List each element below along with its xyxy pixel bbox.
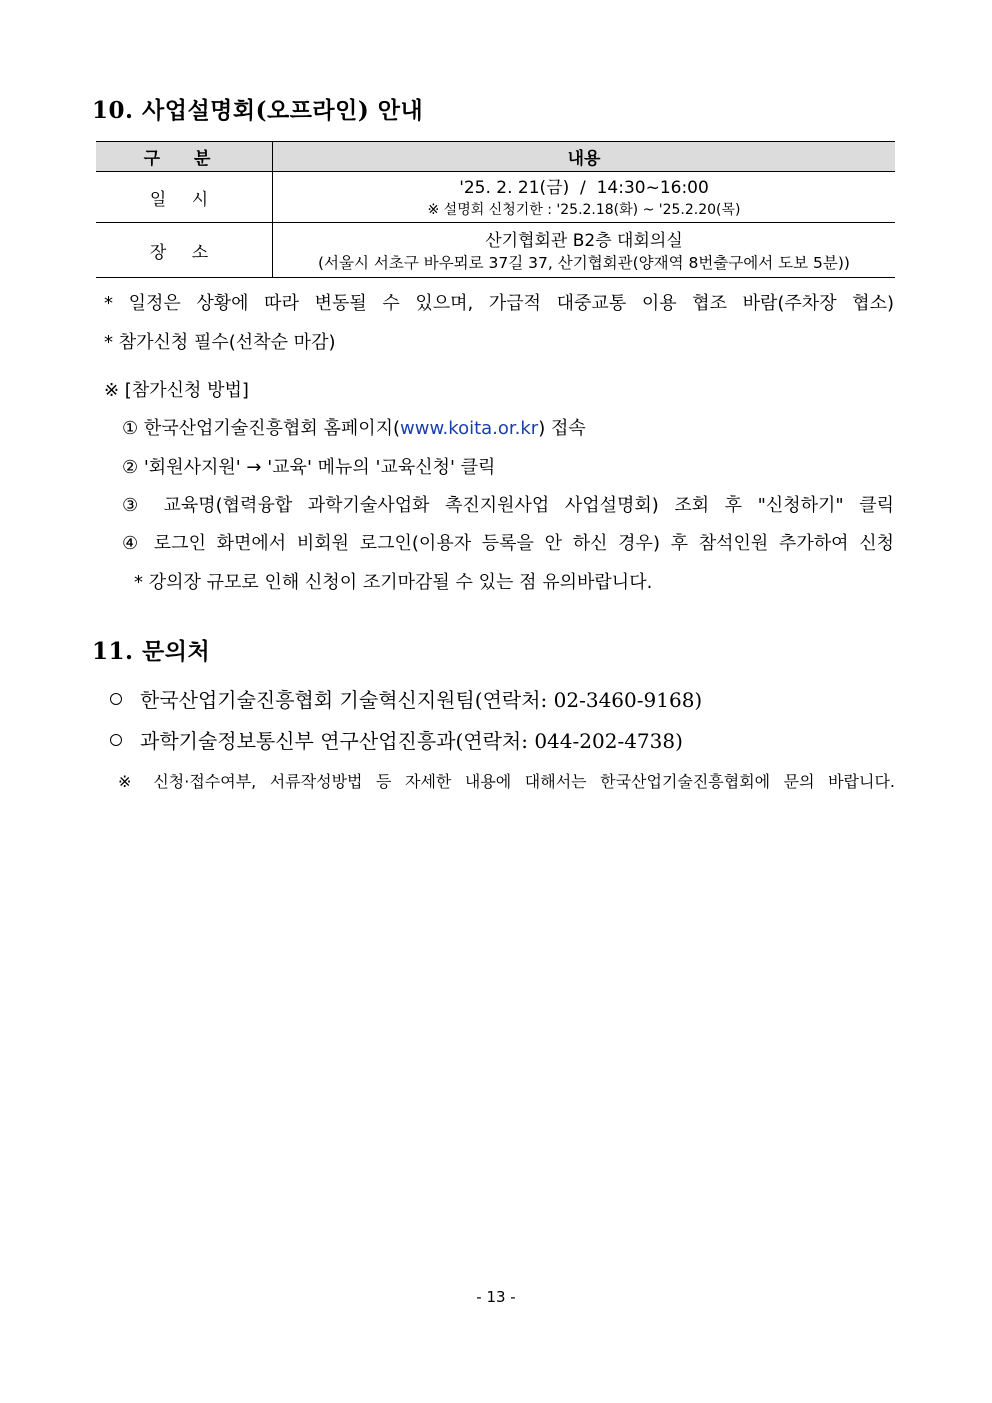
- contact-item-koita: [110, 684, 702, 713]
- inquiry-footnote: ※ 신청·접수여부, 서류작성방법 등 자세한 내용에 대해서는 한국산업기술진흥협회에 문의 바랍니다.: [118, 772, 895, 791]
- datetime-main: '25. 2. 21(금) / 14:30~16:00: [459, 177, 709, 198]
- row-content-datetime: [273, 172, 896, 223]
- koita-website-link[interactable]: www.koita.or.kr: [400, 418, 539, 439]
- row-label-location: 장 소: [96, 223, 273, 278]
- circle-bullet-icon: [110, 693, 122, 705]
- header-content: 내용: [273, 142, 896, 172]
- step1-prefix: ① 한국산업기술진흥협회 홈페이지(: [122, 418, 401, 439]
- method-step-3: ③ 교육명(협력융합 과학기술사업화 촉진지원사업 사업설명회) 조회 후 "신청하기" 클릭: [122, 495, 894, 516]
- contact-msit-text: 과학기술정보통신부 연구산업진흥과(연락처: 044-202-4738): [140, 729, 683, 753]
- row-content-location: [273, 223, 896, 278]
- method-step-2: ② '회원사지원' → '교육' 메뉴의 '교육신청' 클릭: [122, 457, 496, 478]
- section-11-title: 11. 문의처: [92, 638, 211, 665]
- note-registration: * 참가신청 필수(선착순 마감): [104, 332, 336, 353]
- location-main: 산기협회관 B2층 대회의실: [485, 230, 683, 251]
- circle-bullet-icon: [110, 734, 122, 746]
- step1-suffix: ) 접속: [538, 418, 586, 439]
- method-title: ※ [참가신청 방법]: [104, 380, 249, 401]
- header-category: 구 분: [96, 142, 273, 172]
- location-address: (서울시 서초구 바우뫼로 37길 37, 산기협회관(양재역 8번출구에서 도보 5분)): [318, 253, 850, 272]
- section-10-title: 10. 사업설명회(오프라인) 안내: [92, 97, 424, 124]
- method-caution: * 강의장 규모로 인해 신청이 조기마감될 수 있는 점 유의바랍니다.: [134, 572, 653, 593]
- contact-koita-text: 한국산업기술진흥협회 기술혁신지원팀(연락처: 02-3460-9168): [140, 688, 703, 712]
- table-row-datetime: [96, 172, 895, 223]
- method-step-1: [122, 414, 586, 440]
- seminar-info-table: [96, 141, 895, 278]
- table-header-row: [96, 142, 895, 172]
- page-number: - 13 -: [476, 1288, 516, 1306]
- table-row-location: [96, 223, 895, 278]
- method-step-4: ④ 로그인 화면에서 비회원 로그인(이용자 등록을 안 하신 경우) 후 참석인원 추가하여 신청: [122, 533, 894, 554]
- row-label-datetime: 일 시: [96, 172, 273, 223]
- datetime-deadline: ※ 설명회 신청기한 : '25.2.18(화) ~ '25.2.20(목): [427, 201, 741, 218]
- note-schedule: * 일정은 상황에 따라 변동될 수 있으며, 가급적 대중교통 이용 협조 바람(주차장 협소): [104, 293, 894, 314]
- contact-item-msit: [110, 725, 683, 754]
